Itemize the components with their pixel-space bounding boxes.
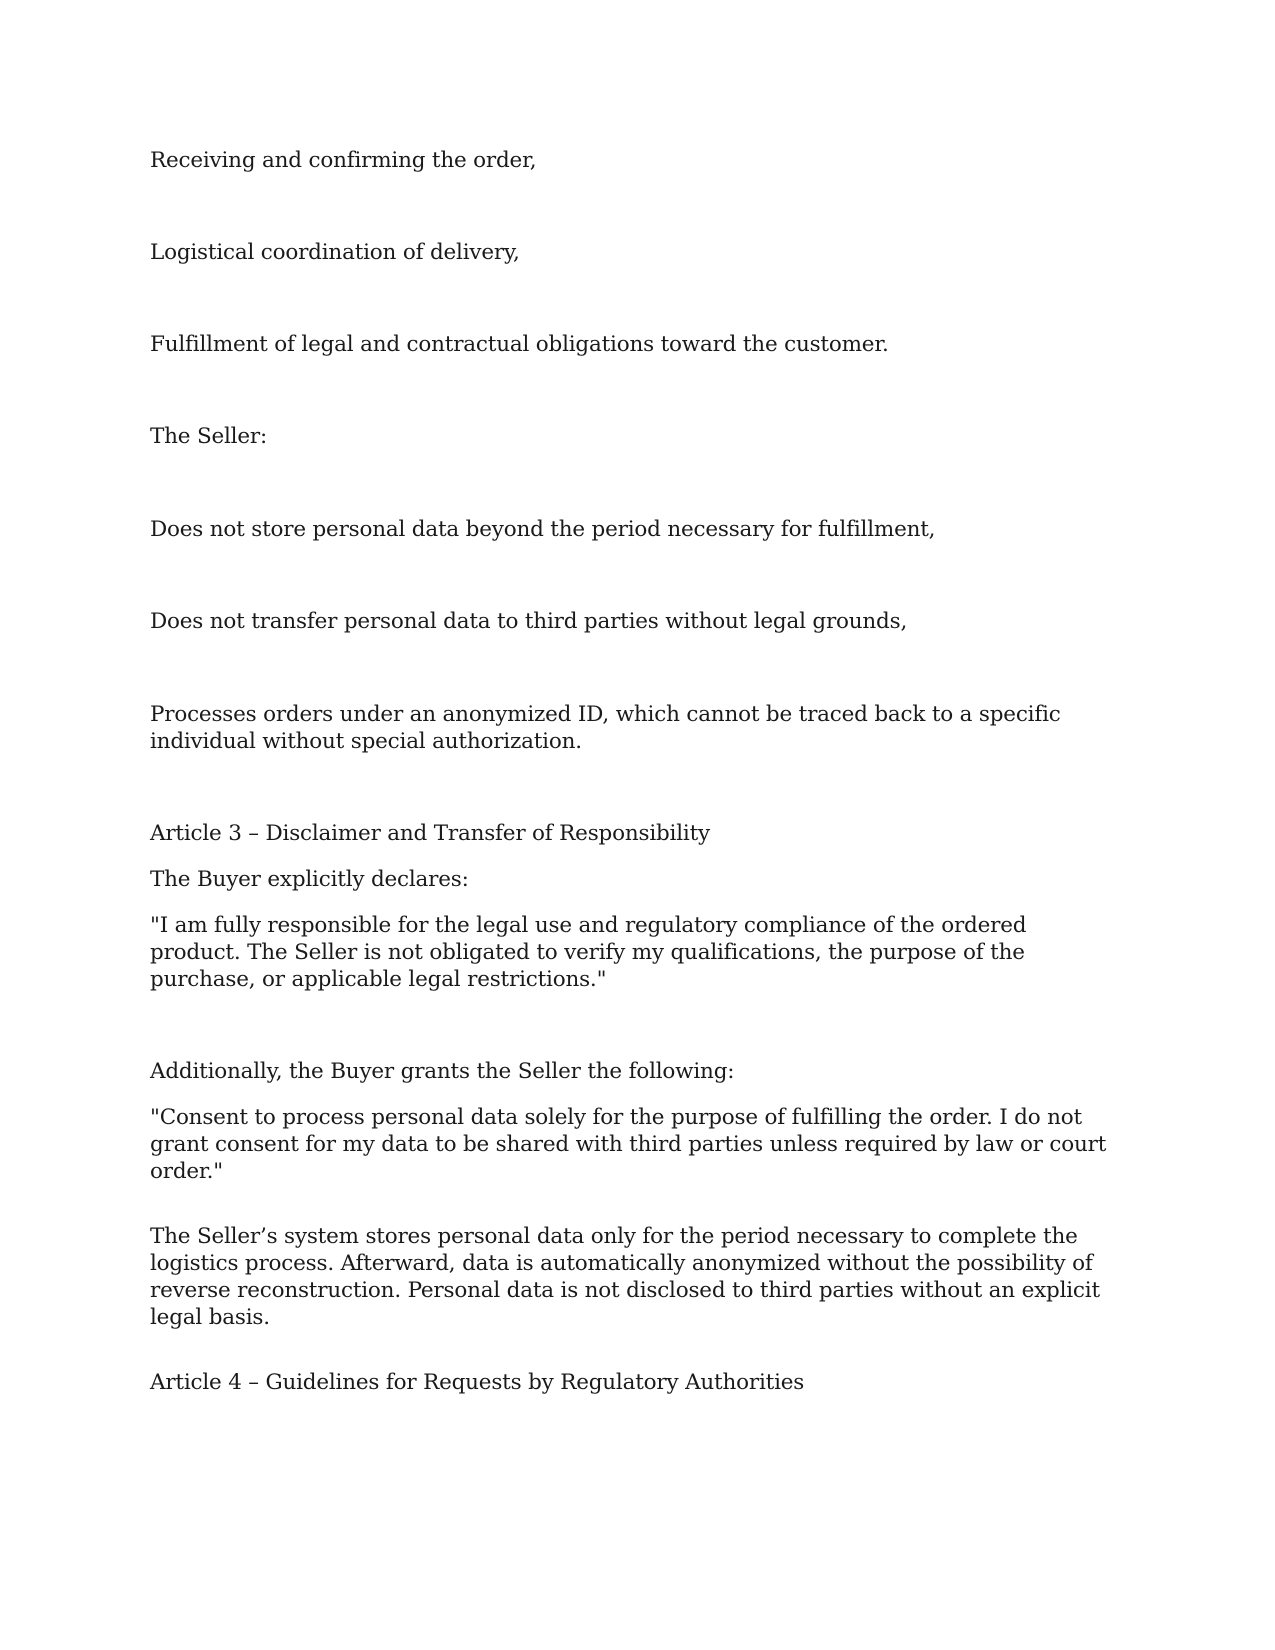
data-retention-paragraph: The Seller’s system stores personal data only for the period necessary to complete the logistics process. Afterward, data is automatically anonymized without the possibility of reverse reconstruction. Personal data is not disclosed to third parties without an explicit legal basis. <box>150 1224 1100 1330</box>
buyer-grants-text: Additionally, the Buyer grants the Seller the following: <box>150 1059 735 1084</box>
article-3-heading: Article 3 – Disclaimer and Transfer of Responsibility <box>150 821 710 846</box>
list-item-logistical-coordination: Logistical coordination of delivery, <box>150 240 520 265</box>
buyer-declares-text: The Buyer explicitly declares: <box>150 867 469 892</box>
consent-quote: "Consent to process personal data solely for the purpose of fulfilling the order. I do not grant consent for my data to be shared with third parties unless required by law or court order." <box>150 1105 1107 1184</box>
article-4-heading: Article 4 – Guidelines for Requests by Regulatory Authorities <box>150 1370 805 1395</box>
buyer-declaration-quote: "I am fully responsible for the legal use and regulatory compliance of the ordered product. The Seller is not obligated to verify my qualifications, the purpose of the purchase, or applicable legal restrictions." <box>150 913 1027 992</box>
seller-heading: The Seller: <box>150 424 267 449</box>
list-item-fulfillment-obligations: Fulfillment of legal and contractual obligations toward the customer. <box>150 332 889 357</box>
list-item-no-storage: Does not store personal data beyond the period necessary for fulfillment, <box>150 517 936 542</box>
list-item-receiving-order: Receiving and confirming the order, <box>150 148 537 173</box>
list-item-anonymized-id: Processes orders under an anonymized ID, which cannot be traced back to a specific individual without special authorization. <box>150 702 1061 754</box>
list-item-no-transfer: Does not transfer personal data to third parties without legal grounds, <box>150 609 908 634</box>
